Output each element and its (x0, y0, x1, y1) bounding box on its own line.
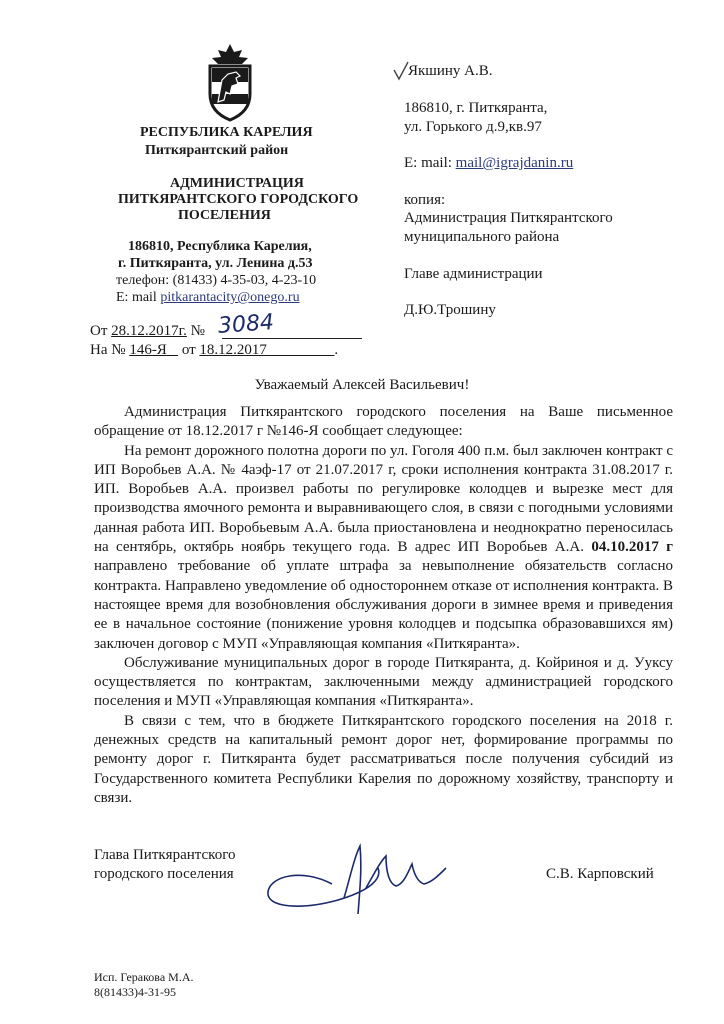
coat-of-arms-emblem (196, 42, 264, 122)
ref-number: 146-Я (129, 342, 167, 358)
sender-email-prefix: E: mail (116, 290, 161, 305)
sender-phone: телефон: (81433) 4-35-03, 4-23-10 (116, 273, 317, 288)
ref-end: . (334, 342, 339, 358)
head-name: Д.Ю.Трошину (404, 302, 496, 318)
ref-date: 18.12.2017 (199, 342, 267, 358)
sender-email-link[interactable]: pitkarantacity@onego.ru (160, 290, 300, 305)
letter-paragraph-2-date: 04.10.2017 г (591, 539, 673, 556)
letter-paragraph-3: Обслуживание муниципальных дорог в городе Питкяранта, д. Койриноя и д. Ууксу осуществляется по контрактам, заключенными между администрацией городского поселения и МУП «Управляющая компания «Питкяранта». (94, 654, 673, 710)
signer-name: С.В. Карповский (546, 866, 654, 882)
outgoing-number-underline (222, 338, 362, 339)
recipient-name: Якшину А.В. (408, 63, 493, 79)
outgoing-date: 28.12.2017г. (111, 323, 187, 339)
executor-phone: 8(81433)4-31-95 (94, 985, 176, 999)
letter-greeting: Уважаемый Алексей Васильевич! (254, 377, 470, 393)
letter-paragraph-2-text-b: направлено требование об уплате штрафа за невыполнение обязательств согласно контракта. Направлено уведомление об одностороннем отказе от исполнения контракта. В настоящее время для возобновления обслуживания дороги в зимнее время и приведения ее в начальное состояние (понижение уровня колодцев и подсыпка образовавшихся ям) заключен договор с МУП «Управляющая компания «Питкяранта». (94, 558, 673, 652)
copy-line2: муниципального района (404, 229, 560, 245)
sender-email-row (116, 289, 300, 307)
signer-title-line2: городского поселения (94, 866, 234, 882)
letter-paragraph-4: В связи с тем, что в бюджете Питкярантского городского поселения на 2018 г. денежных средств на капитальный ремонт дорог нет, формирование программы по ремонту дорог г. Питкяранта будет рассматриваться после получения субсидий из Государственного комитета Республики Карелия по дорожному хозяйству, транспорту и связи. (94, 712, 673, 806)
sender-address-line1: 186810, Республика Карелия, (128, 239, 312, 254)
recipient-email-row (404, 154, 573, 173)
sender-admin-line2: ПИТКЯРАНТСКОГО ГОРОДСКОГО (118, 192, 359, 207)
ref-from: от (181, 342, 196, 358)
letter-paragraph-1: Администрация Питкярантского городского поселения на Ваше письменное обращение от 18.12.2017 г №146-Я сообщает следующее: (94, 404, 673, 440)
sender-admin-line1: АДМИНИСТРАЦИЯ (170, 176, 304, 191)
signer-title-line1: Глава Питкярантского (94, 847, 236, 863)
sender-republic: РЕСПУБЛИКА КАРЕЛИЯ (140, 125, 313, 140)
outgoing-number-handwritten: 3084 (217, 310, 275, 339)
letter-body (94, 403, 673, 808)
head-label: Главе администрации (404, 266, 543, 282)
copy-label: копия: (404, 192, 446, 208)
reference-row (90, 341, 338, 360)
handwritten-signature (262, 838, 452, 916)
letter-paragraph-2 (94, 442, 673, 654)
sender-admin-line3: ПОСЕЛЕНИЯ (178, 208, 271, 223)
executor-name: Исп. Геракова М.А. (94, 970, 194, 984)
letter-paragraph-2-text-a: На ремонт дорожного полотна дороги по ул. Гоголя 400 п.м. был заключен контракт с ИП Воробьев А.А. № 4аэф-17 от 21.07.2017 г, сроки исполнения контракта 31.08.2017 г. ИП. Воробьев А.А. произвел работы по регулировке колодцев и вырезке мест для производства ямочного ремонта и выравнивающего слоя, в связи с погодными условиями данная работа ИП. Воробьевым А.А. была приостановлена и неоднократно переносилась на сентябрь, октябрь ноябрь текущего года. В адрес ИП Воробьев А.А. (94, 442, 673, 556)
sender-district: Питкярантский район (145, 143, 289, 158)
recipient-address-line2: ул. Горького д.9,кв.97 (404, 119, 542, 135)
date-prefix: От (90, 323, 108, 339)
number-sign: № (190, 323, 205, 339)
ref-prefix: На № (90, 342, 126, 358)
recipient-email-prefix: E: mail: (404, 155, 456, 171)
sender-address-line2: г. Питкяранта, ул. Ленина д.53 (118, 256, 313, 271)
outgoing-date-row (90, 322, 205, 341)
copy-line1: Администрация Питкярантского (404, 210, 613, 226)
recipient-email-link[interactable]: mail@igrajdanin.ru (455, 155, 574, 171)
recipient-address-line1: 186810, г. Питкяранта, (404, 100, 548, 116)
